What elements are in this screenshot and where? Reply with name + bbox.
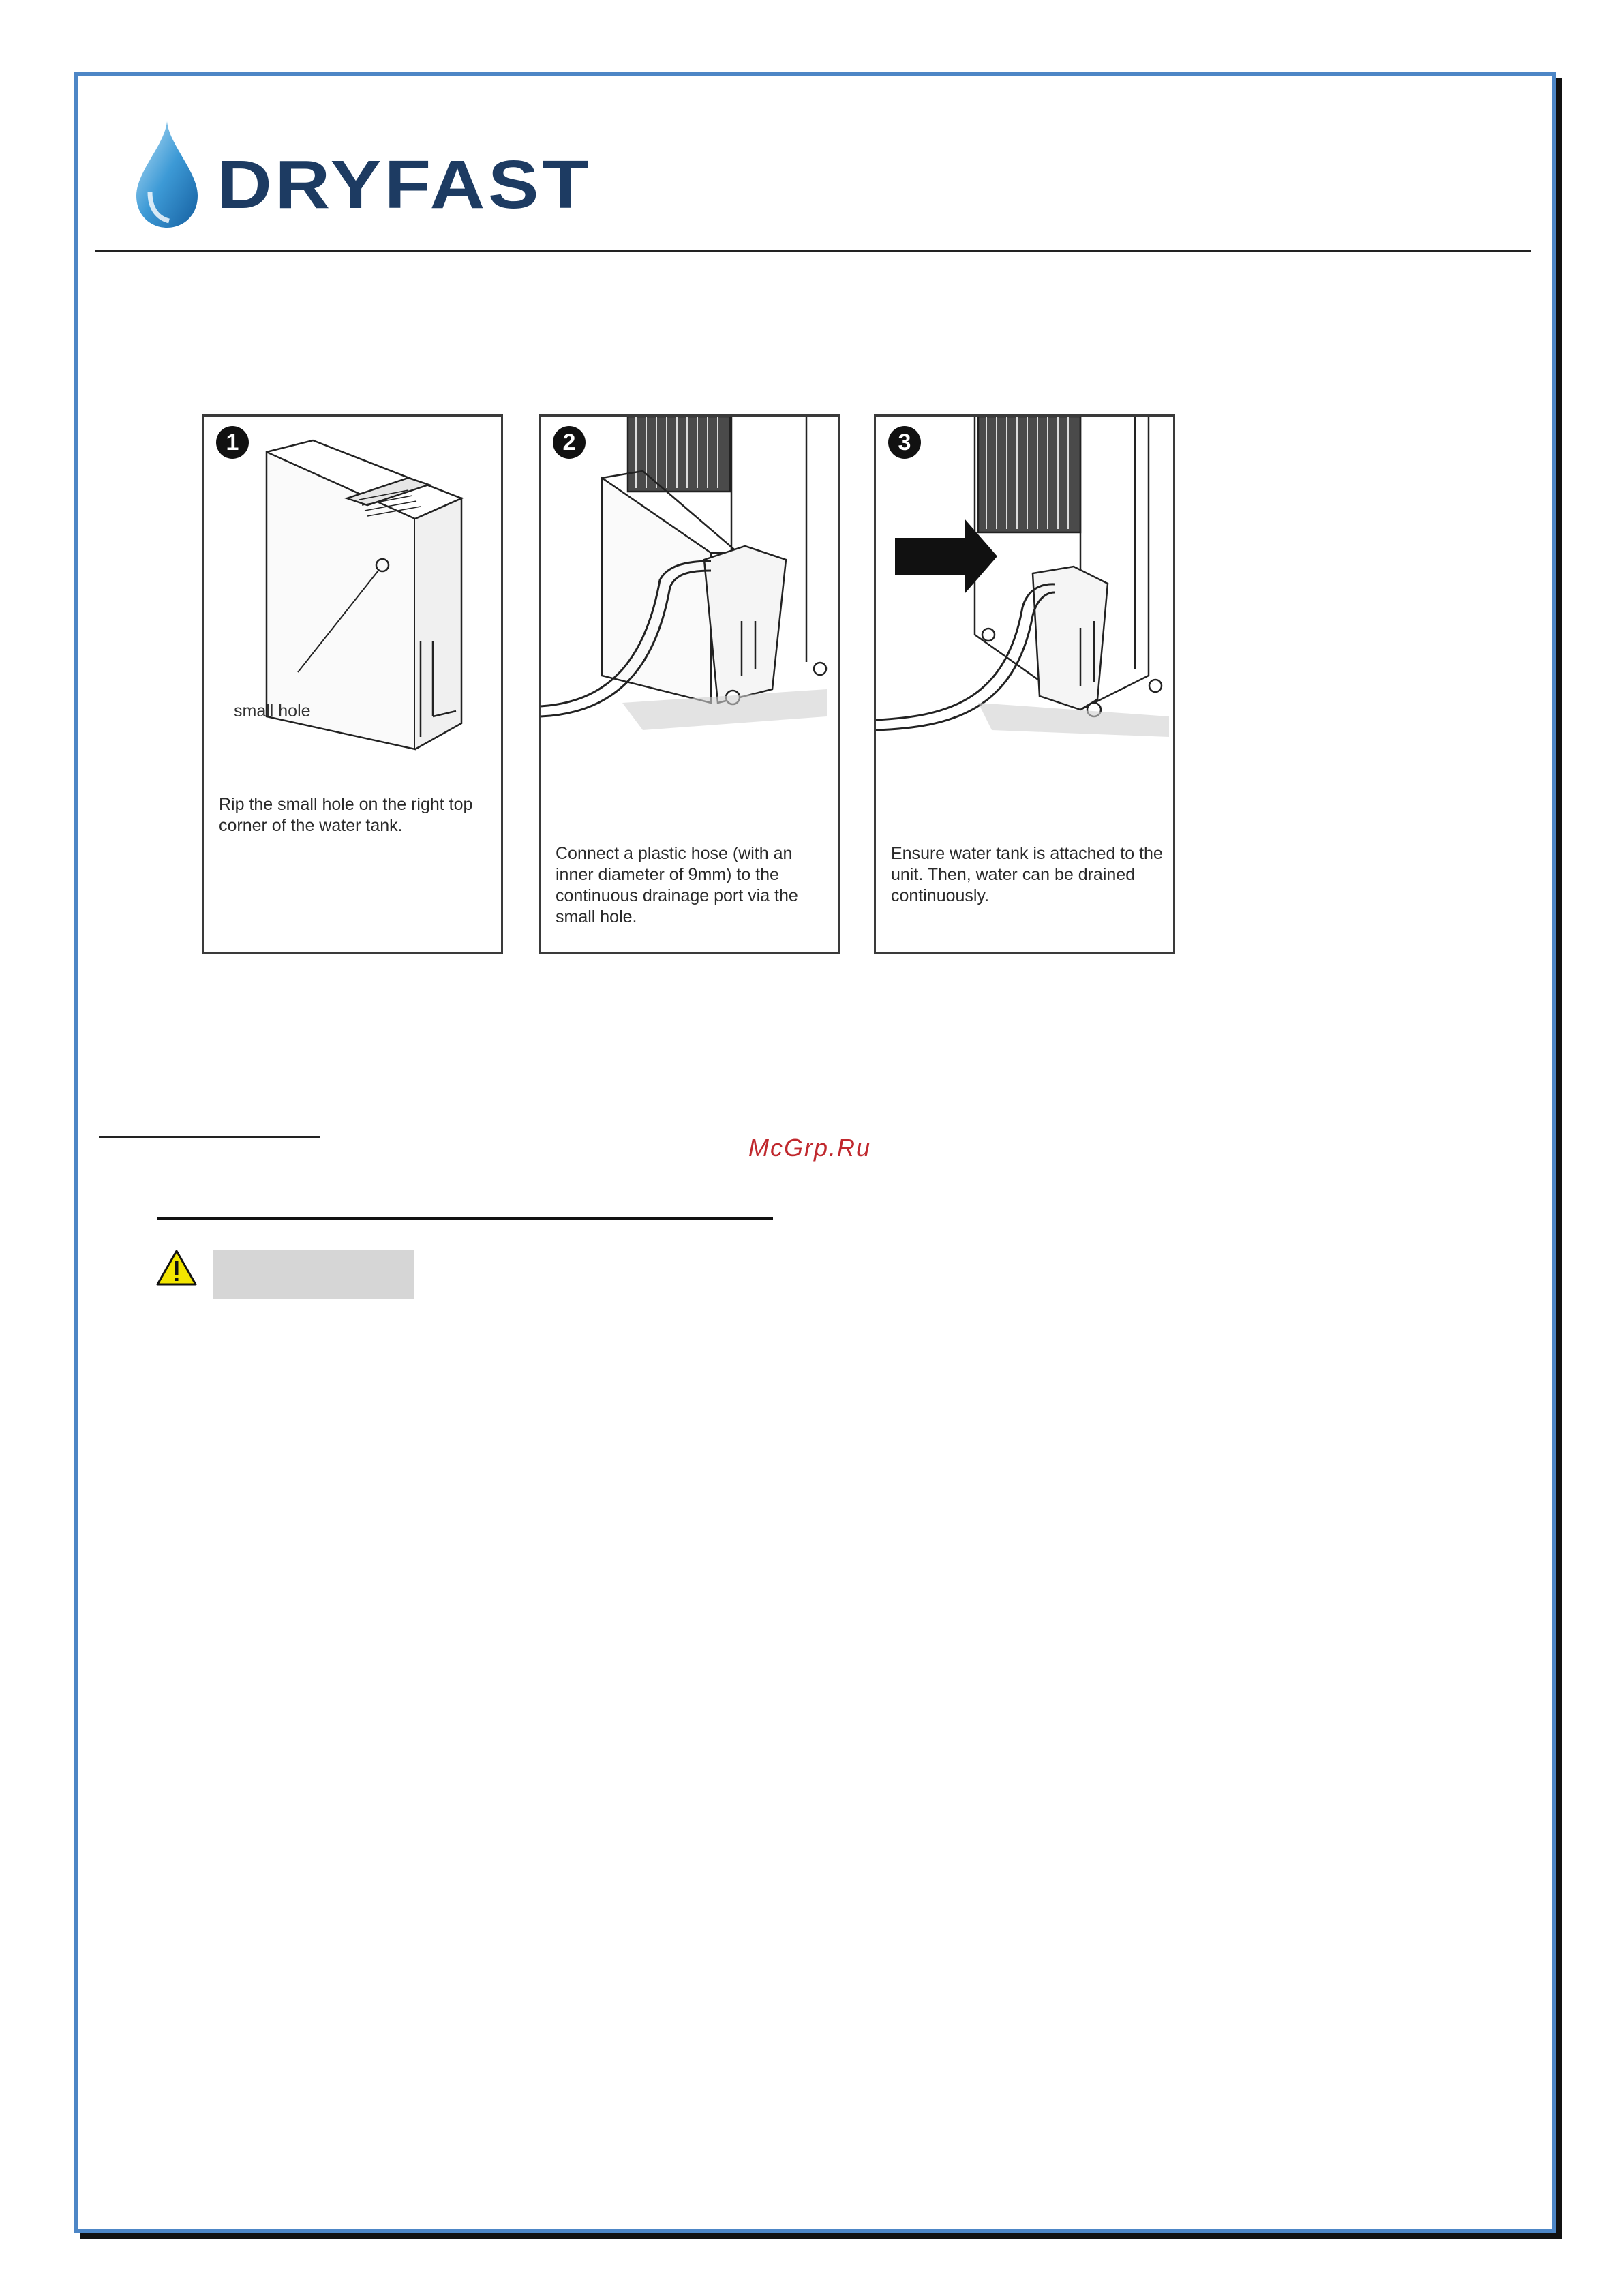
- section-rule-short: [99, 1136, 320, 1138]
- step-panel-2: [539, 414, 840, 954]
- header-divider: [95, 250, 1531, 252]
- warning-label-box: [213, 1250, 414, 1299]
- brand-name: DRYFAST: [217, 147, 592, 223]
- brand-logo: [130, 117, 592, 233]
- water-tank-illustration: [204, 417, 501, 952]
- step-panel-3: [874, 414, 1175, 954]
- step-number: 3: [888, 426, 921, 459]
- step-caption: Rip the small hole on the right top corner of the water tank.: [219, 795, 473, 835]
- step-number: 1: [216, 426, 249, 459]
- small-hole-label: small hole: [234, 701, 311, 721]
- step-caption: Ensure water tank is attached to the unit. Then, water can be drained continuously.: [891, 844, 1163, 905]
- step-panel-1: [202, 414, 503, 954]
- section-rule: [157, 1217, 773, 1220]
- step-caption: Connect a plastic hose (with an inner diameter of 9mm) to the continuous drainage port via the small hole.: [556, 844, 798, 926]
- warning-triangle-icon: [155, 1249, 198, 1287]
- water-drop-icon: [130, 117, 204, 233]
- watermark-text[interactable]: McGrp.Ru: [748, 1134, 872, 1162]
- step-number: 2: [553, 426, 586, 459]
